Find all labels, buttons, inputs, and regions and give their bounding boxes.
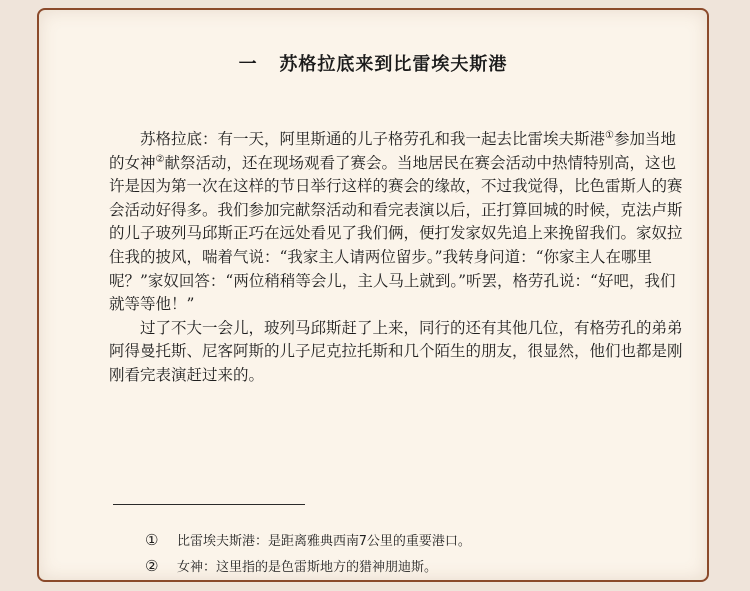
footnote-number: ② xyxy=(145,557,159,575)
paragraph-text: 献祭活动，还在现场观看了赛会。当地居民在赛会活动中热情特别高，这也许是因为第一次在这样的节日举行这样的赛会的缘故，不过我觉得，比色雷斯人的赛会活动好得多。我们参加完献祭活动和看完表演以后，正打算回城的时候，克法卢斯的儿子玻列马邱斯正巧在远处看见了我们俩，便打发家奴先追上来挽留我们。家奴拉住我的披风，喘着气说：“我家主人请两位留步。”我转身问道：“你家主人在哪里呢？”家奴回答：“两位稍稍等会儿，主人马上就到。”听罢，格劳孔说：“好吧，我们就等等他！” xyxy=(109,153,683,314)
paragraph-text: 过了不大一会儿，玻列马邱斯赶了上来，同行的还有其他几位，有格劳孔的弟弟阿得曼托斯、尼客阿斯的儿子尼克拉托斯和几个陌生的朋友，很显然，他们也都是刚刚看完表演赶过来的。 xyxy=(109,318,683,384)
footnote-marker: ② xyxy=(155,153,165,165)
paragraph xyxy=(109,317,689,388)
footnote-divider xyxy=(113,504,305,505)
paragraph-text: 参加当地的女神 xyxy=(109,130,676,172)
book-page xyxy=(37,8,709,582)
footnote-text: 比雷埃夫斯港：是距离雅典西南7公里的重要港口。 xyxy=(177,534,471,549)
paragraph xyxy=(109,128,689,317)
body-text xyxy=(109,128,689,388)
footnote xyxy=(145,528,665,554)
footnote-marker: ① xyxy=(605,130,614,141)
paragraph-text: 苏格拉底：有一天，阿里斯通的儿子格劳孔和我一起去比雷埃夫斯港 xyxy=(140,130,606,148)
chapter-title: 一 苏格拉底来到比雷埃夫斯港 xyxy=(238,54,508,75)
footnote-text: 女神：这里指的是色雷斯地方的猎神朋迪斯。 xyxy=(177,560,438,575)
footnote xyxy=(145,554,665,580)
footnote-number: ① xyxy=(145,531,159,549)
footnotes xyxy=(145,528,665,580)
